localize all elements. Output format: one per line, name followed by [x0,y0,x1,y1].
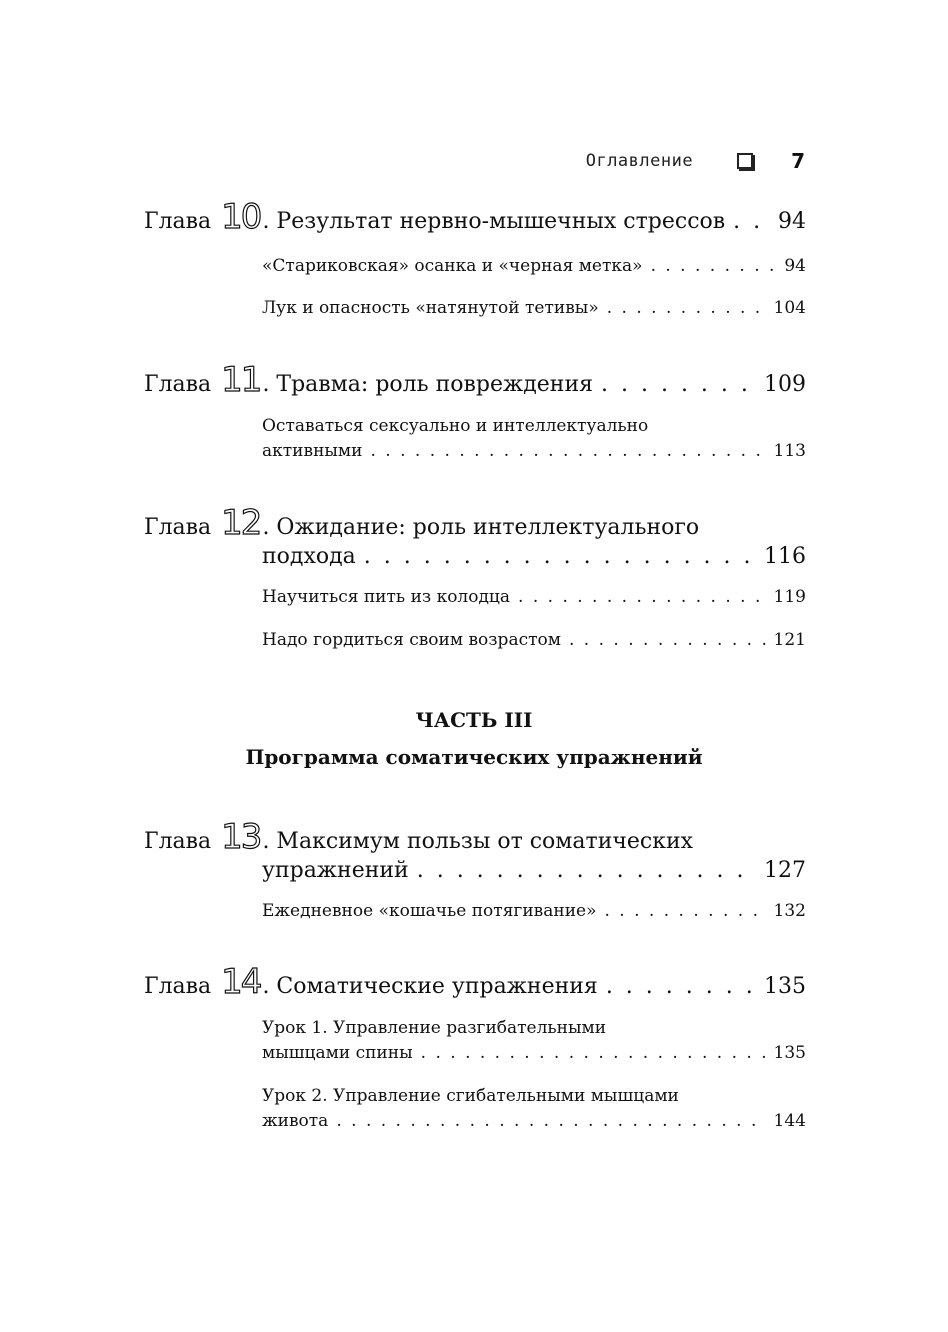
entry-page: 135 [773,1043,806,1063]
chapter-title: . Травма: роль повреждения [262,372,593,397]
running-header [586,148,805,174]
toc-entry[interactable] [262,414,806,464]
chapter-number: 14 [221,962,261,1002]
entry-title: Ежедневное «кошачье потягивание» [262,901,597,921]
dot-leader [601,370,758,399]
toc-entry[interactable] [262,254,806,279]
entry-page: 144 [773,1111,806,1131]
chapter-number: 10 [221,197,261,237]
dot-leader [518,585,766,610]
chapter-number: 13 [221,817,261,857]
dot-leader [733,207,772,236]
toc-chapter-10[interactable] [144,197,806,237]
dot-leader [417,856,758,885]
dot-leader [421,1041,766,1066]
toc-entry[interactable] [262,899,806,924]
chapter-word: Глава [144,829,212,854]
chapter-page: 127 [764,858,806,883]
toc-entry[interactable] [262,1016,806,1066]
toc-chapter-13[interactable] [144,817,806,885]
entry-title: мышцами спины [262,1043,413,1063]
chapter-word: Глава [144,974,212,999]
toc-chapter-14[interactable] [144,962,806,1002]
entry-title: активными [262,441,363,461]
chapter-number: 12 [221,503,261,543]
toc-entry[interactable] [262,628,806,653]
toc-chapter-11[interactable] [144,360,806,400]
chapter-number: 11 [221,360,261,400]
entry-title-line: Урок 2. Управление сгибательными мышцами [262,1086,679,1106]
entry-title-line: Оставаться сексуально и интеллектуально [262,416,649,436]
entry-page: 104 [773,298,806,318]
toc-entry[interactable] [262,585,806,610]
entry-title: Лук и опасность «натянутой тетивы» [262,298,599,318]
entry-page: 119 [773,587,806,607]
chapter-title: . Соматические упражнения [262,974,598,999]
dot-leader [336,1109,765,1134]
dot-leader [370,439,765,464]
entry-title-line: Урок 1. Управление разгибательными [262,1018,607,1038]
toc-chapter-12[interactable] [144,503,806,571]
part-label: ЧАСТЬ III [415,708,533,732]
entry-page: 94 [784,256,806,276]
dot-leader [607,296,766,321]
entry-title: «Стариковская» осанка и «черная метка» [262,256,643,276]
chapter-title: . Максимум пользы от соматических [262,829,694,854]
toc-entry[interactable] [262,296,806,321]
page-number: 7 [791,149,805,173]
running-header-title: Оглавление [585,151,694,171]
chapter-title-continued: упражнений [262,858,409,883]
square-bullet-icon [737,153,753,169]
toc-entry[interactable] [262,1084,806,1134]
chapter-page: 135 [764,974,806,999]
chapter-title: . Результат нервно-мышечных стрессов [262,209,726,234]
chapter-word: Глава [144,372,212,397]
chapter-word: Глава [144,209,212,234]
chapter-title-continued: подхода [262,544,356,569]
chapter-title: . Ожидание: роль интеллектуального [262,515,700,540]
chapter-word: Глава [144,515,212,540]
entry-title: Надо гордиться своим возрастом [262,630,561,650]
part-title: Программа соматических упражнений [245,745,703,769]
entry-page: 113 [773,441,806,461]
dot-leader [364,542,758,571]
chapter-page: 94 [778,209,806,234]
entry-page: 132 [773,901,806,921]
entry-title: живота [262,1111,329,1131]
dot-leader [569,628,766,653]
chapter-page: 109 [764,372,806,397]
dot-leader [651,254,777,279]
chapter-page: 116 [764,544,806,569]
dot-leader [605,899,766,924]
dot-leader [606,972,758,1001]
entry-page: 121 [773,630,806,650]
entry-title: Научиться пить из колодца [262,587,511,607]
